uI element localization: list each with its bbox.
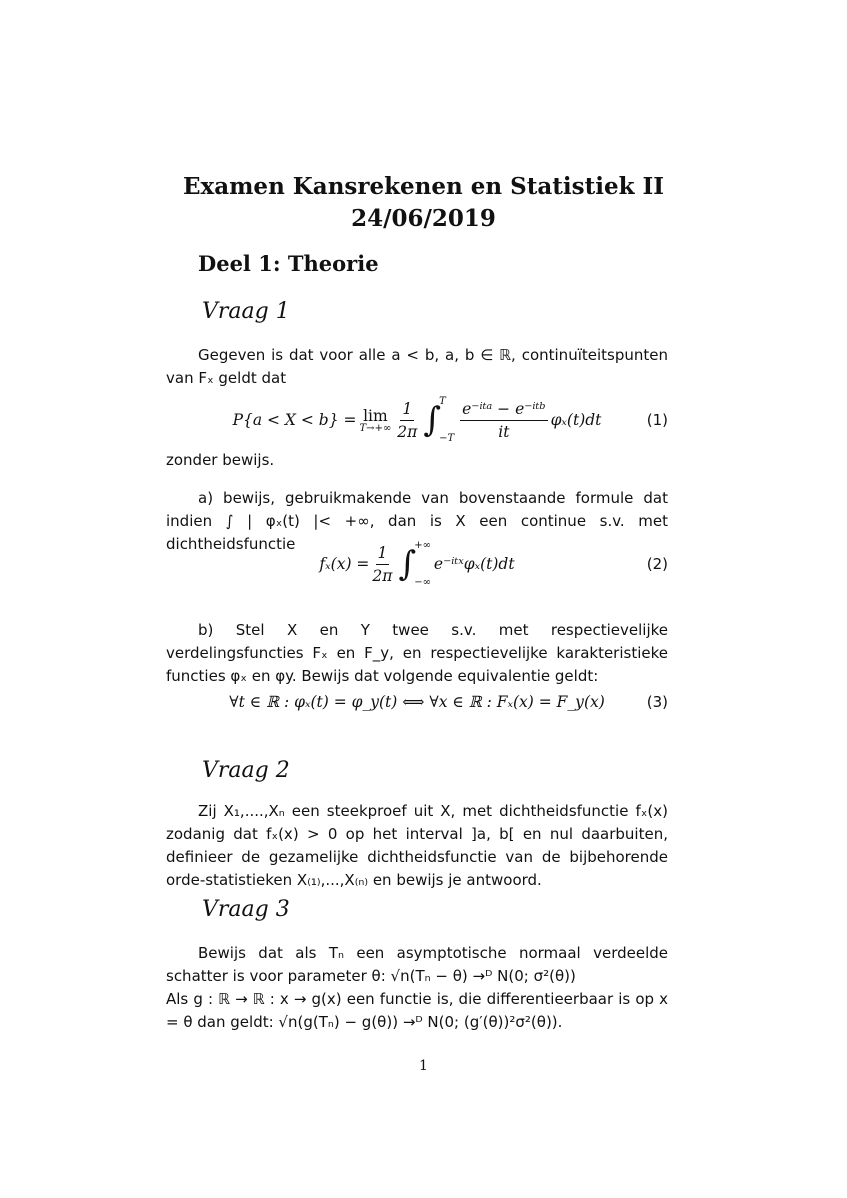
part-b-text: b) Stel X en Y twee s.v. met respectievelijke verdelingsfuncties Fₓ en F_y, en respectievelijke karakteristieke functies φₓ en φy. Bewijs dat volgende equivalentie geldt:: [166, 621, 668, 685]
part-heading: Deel 1: Theorie: [198, 251, 379, 276]
eq2-int-upper: +∞: [414, 540, 431, 551]
question-3-line-2: Als g : ℝ → ℝ : x → g(x) een functie is, die differentieerbaar is op x = θ dan geldt: √n(g(Tₙ) − g(θ)) →ᴰ N(0; (g′(θ))²σ²(θ)).: [166, 990, 668, 1031]
integral-sign-icon: ∫: [398, 544, 417, 584]
eq1-int-upper: T: [439, 396, 446, 407]
eq2-int-lower: −∞: [414, 577, 431, 588]
exam-title: Examen Kansrekenen en Statistiek II: [182, 173, 665, 200]
eq1-int-lower: −T: [439, 433, 455, 444]
eq1-integral: [423, 396, 454, 444]
eq1-lim-word: lim: [363, 406, 388, 425]
eq1-prefactor-num: 1: [400, 400, 414, 421]
question-1-heading: Vraag 1: [202, 299, 290, 324]
question-2-heading: Vraag 2: [202, 758, 290, 783]
eq1-limit: [360, 407, 392, 434]
part-a-text: a) bewijs, gebruikmakende van bovenstaande formule dat indien ∫ | φₓ(t) |< +∞, dan is X een continue s.v. met dichtheidsfunctie: [166, 489, 668, 553]
question-2-body: Zij X₁,....,Xₙ een steekproef uit X, met dichtheidsfunctie fₓ(x) zodanig dat fₓ(x) > 0 op het interval ]a, b[ en nul daarbuiten, definieer de gezamelijke dichtheidsfunctie van de bijbehorende orde-statistieken X₍₁₎,...,X₍ₙ₎ en bewijs je antwoord.: [166, 802, 668, 889]
exam-date: 24/06/2019: [351, 205, 496, 232]
question-1-intro: [166, 344, 668, 390]
eq1-integrand-num: e⁻ⁱᵗᵃ − e⁻ⁱᵗᵇ: [460, 400, 547, 421]
equation-2: [166, 534, 668, 594]
eq3-body: ∀t ∈ ℝ : φₓ(t) = φ_y(t) ⟺ ∀x ∈ ℝ : Fₓ(x) = F_y(x): [229, 693, 605, 711]
equation-1: [166, 390, 668, 450]
eq2-prefactor-den: 2π: [372, 566, 393, 585]
eq1-integrand: [460, 400, 547, 441]
question-3-heading: Vraag 3: [202, 897, 290, 922]
question-3-line-1: Bewijs dat als Tₙ een asymptotische normaal verdeelde schatter is voor parameter θ: √n(Tₙ − θ) →ᴰ N(0; σ²(θ)): [166, 944, 668, 985]
page-number: 1: [419, 1058, 428, 1074]
question-1-intro-text: Gegeven is dat voor alle a < b, a, b ∈ ℝ, continuïteitspunten van Fₓ geldt dat: [166, 346, 668, 387]
eq1-number: (1): [646, 411, 668, 429]
integral-sign-icon: ∫: [423, 400, 442, 440]
question-1-after-eq1: zonder bewijs.: [166, 451, 275, 469]
eq1-prefactor-den: 2π: [397, 422, 418, 441]
question-2-text: [166, 800, 668, 892]
eq1-lim-sub: T→+∞: [359, 422, 392, 434]
eq1-integrand-den: it: [498, 422, 510, 441]
eq2-prefactor: [372, 544, 392, 585]
eq1-tail: φₓ(t)dt: [550, 411, 602, 429]
eq2-integral: [398, 540, 430, 588]
question-3-text: [166, 942, 668, 1034]
eq3-number: (3): [646, 693, 668, 711]
eq2-lhs: fₓ(x) =: [319, 555, 370, 573]
eq2-tail: e⁻ⁱᵗˣφₓ(t)dt: [433, 555, 515, 573]
eq1-prefactor: [397, 400, 417, 441]
eq2-prefactor-num: 1: [376, 544, 390, 565]
eq2-number: (2): [646, 555, 668, 573]
eq1-lhs: P{a < X < b} =: [232, 411, 357, 429]
equation-3: [166, 672, 668, 732]
